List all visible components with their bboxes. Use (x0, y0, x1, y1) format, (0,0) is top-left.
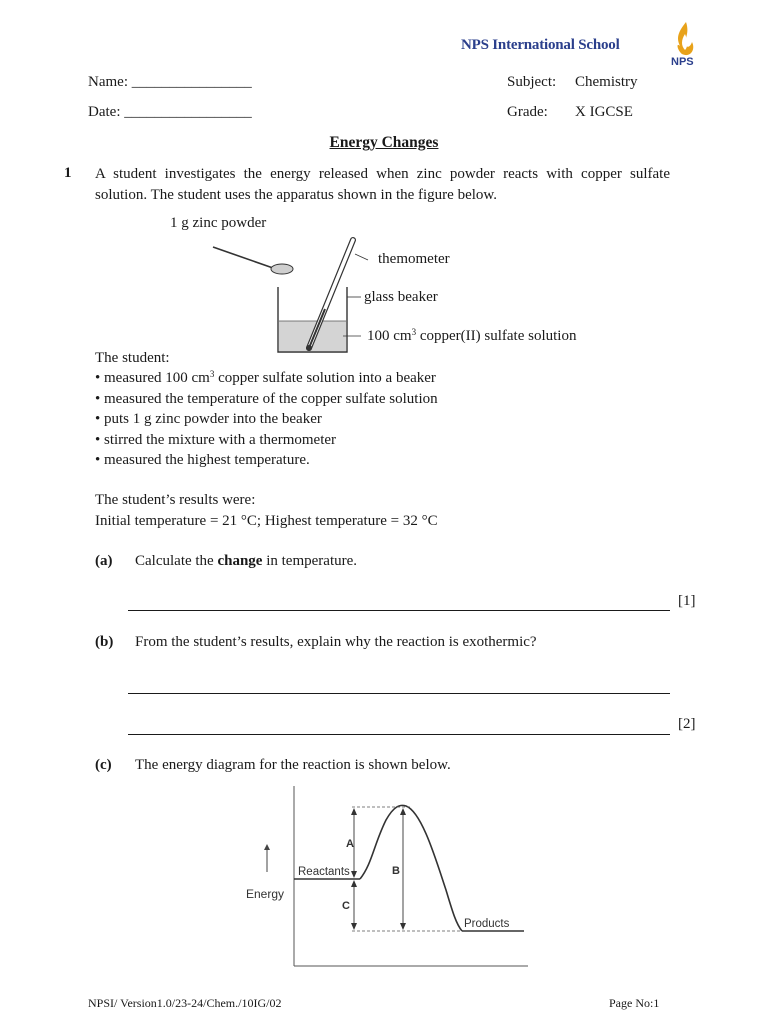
date-blank: _________________ (124, 104, 252, 120)
part-a-label: (a) (95, 553, 113, 569)
spatula-icon (213, 247, 293, 274)
date-label: Date: (88, 104, 121, 120)
label-c: C (342, 900, 350, 912)
thermometer-leader (355, 254, 368, 260)
energy-axis-label: Energy (246, 887, 285, 901)
answer-line-b1[interactable] (128, 693, 670, 694)
answer-line-a[interactable] (128, 610, 670, 611)
results: Initial temperature = 21 °C; Highest temperature = 32 °C (95, 513, 438, 529)
part-b-marks: [2] (678, 716, 696, 732)
name-line (88, 74, 252, 91)
name-label: Name: (88, 74, 128, 90)
method-step: • stirred the mixture with a thermometer (95, 431, 337, 448)
part-b-text: From the student’s results, explain why the reaction is exothermic? (135, 634, 537, 650)
school-name: NPS International School (461, 37, 620, 53)
energy-curve (360, 805, 462, 931)
arrow-b (400, 808, 406, 930)
apparatus-diagram (205, 232, 370, 357)
beaker-label: glass beaker (364, 289, 438, 305)
page-title: Energy Changes (329, 134, 439, 151)
footer-version: NPSI/ Version1.0/23-24/Chem./10IG/02 (88, 996, 282, 1010)
name-blank: ________________ (131, 74, 252, 90)
grade-value: X IGCSE (575, 104, 633, 120)
label-b: B (392, 865, 400, 877)
method-step: • puts 1 g zinc powder into the beaker (95, 411, 322, 427)
part-a-marks: [1] (678, 593, 696, 609)
footer-page: Page No:1 (609, 996, 660, 1010)
method-intro: The student: (95, 350, 170, 366)
part-c-text: The energy diagram for the reaction is shown below. (135, 757, 451, 773)
part-a-text: Calculate the change in temperature. (135, 553, 358, 569)
subject-value: Chemistry (575, 74, 638, 90)
solution-post: copper(II) sulfate solution (416, 328, 577, 344)
school-logo (668, 20, 704, 72)
solution-sup: 3 (411, 327, 417, 337)
date-line (88, 104, 252, 121)
grade-label: Grade: (507, 104, 548, 120)
method-step: • measured the highest temperature. (95, 452, 310, 468)
question-intro: A student investigates the energy released when zinc powder reacts with copper sulfate solution. The student uses the apparatus shown in the figure below. (95, 166, 670, 203)
logo-text: NPS (671, 56, 694, 68)
products-label: Products (464, 918, 510, 930)
arrow-c (351, 880, 357, 930)
thermometer-label: themometer (378, 251, 450, 267)
reactants-label: Reactants (298, 866, 350, 878)
label-a: A (346, 838, 354, 850)
energy-diagram (240, 780, 540, 970)
zinc-label: 1 g zinc powder (170, 215, 267, 231)
solution-label (367, 326, 576, 347)
subject-label: Subject: (507, 74, 557, 90)
answer-line-b2[interactable] (128, 734, 670, 735)
method-steps (95, 368, 438, 471)
method-step: • measured the temperature of the copper sulfate solution (95, 390, 438, 407)
results-intro: The student’s results were: (95, 492, 256, 508)
solution-pre: 100 cm (367, 328, 412, 344)
part-b-label: (b) (95, 634, 114, 650)
part-c-label: (c) (95, 757, 112, 773)
energy-arrow-icon (264, 844, 270, 872)
question-number: 1 (64, 165, 72, 181)
method-step: • measured 100 $cm^3$ copper sulfate solution into a beaker (95, 369, 436, 386)
